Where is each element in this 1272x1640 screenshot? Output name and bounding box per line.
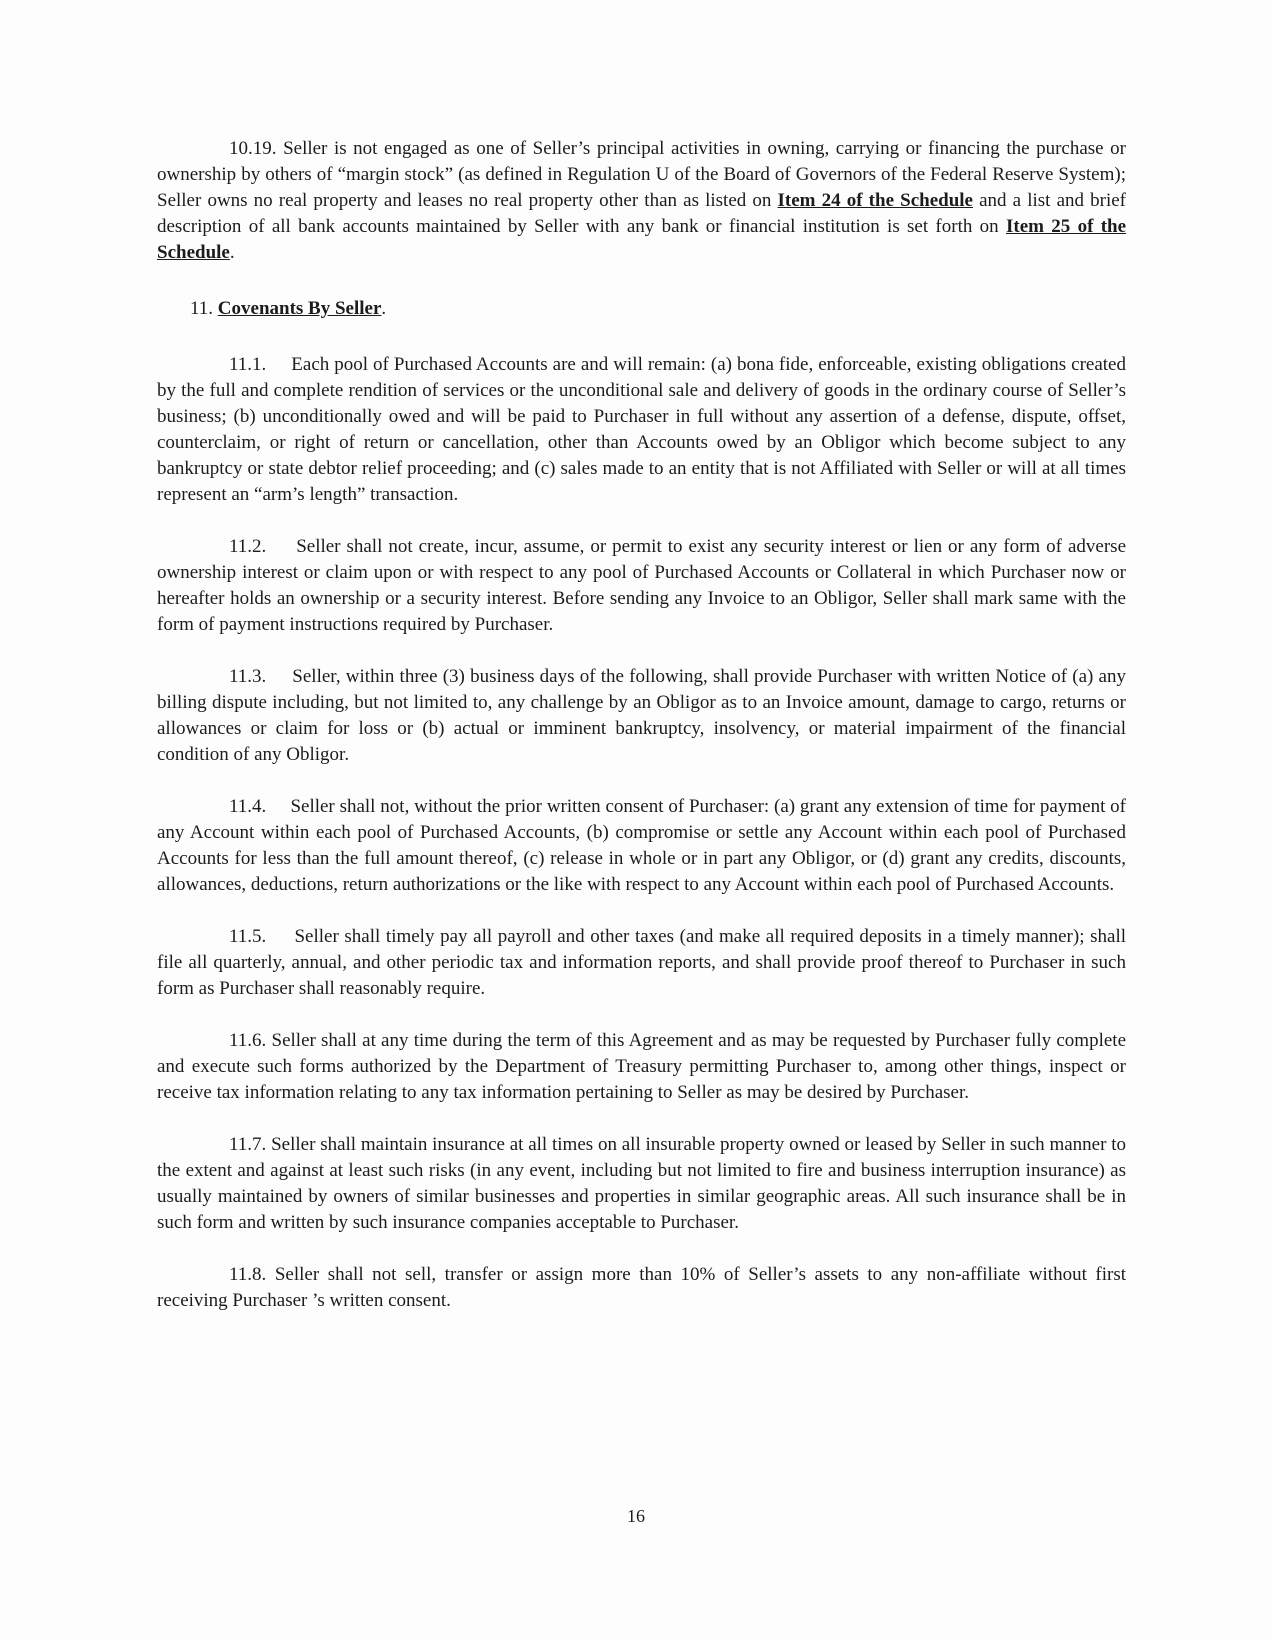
- section-number: 11.5.: [229, 926, 267, 947]
- section-number: 11.8.: [229, 1264, 267, 1285]
- section-title: Covenants By Seller: [217, 298, 382, 319]
- paragraph-text: Seller shall timely pay all payroll and other taxes (and make all required deposits in a timely manner); shall file all quarterly, annual, and other periodic tax and information reports, and shall provide proof thereof to Purchaser in such form as Purchaser shall reasonably require.: [157, 926, 1127, 999]
- paragraph-11-4: [157, 794, 1126, 898]
- section-number: 11.1.: [229, 354, 267, 375]
- paragraph-11-7: [157, 1132, 1126, 1236]
- paragraph-text: Seller shall at any time during the term of this Agreement and as may be requested by Purchaser fully complete and execute such forms authorized by the Department of Treasury permitting Purchaser to, among other things, inspect or receive tax information relating to any tax information pertaining to Seller as may be desired by Purchaser.: [157, 1030, 1127, 1103]
- schedule-item-25-reference: Item 25 of the Schedule: [157, 216, 1127, 263]
- section-title-suffix: .: [381, 298, 387, 319]
- section-number: 11.7.: [229, 1134, 267, 1155]
- paragraph-text: Seller shall maintain insurance at all times on all insurable property owned or leased by Seller in such manner to the extent and against at least such risks (in any event, including but not limited to fire and business interruption insurance) as usually maintained by owners of similar businesses and properties in similar geographic areas. All such insurance shall be in such form and written by such insurance companies acceptable to Purchaser.: [157, 1134, 1127, 1233]
- paragraph-11-5: [157, 924, 1126, 1002]
- paragraph-11-1: [157, 352, 1126, 508]
- paragraph-text: Seller, within three (3) business days of the following, shall provide Purchaser with written Notice of (a) any billing dispute including, but not limited to, any challenge by an Obligor as to an Invoice amount, damage to cargo, returns or allowances or claim for loss or (b) actual or imminent bankruptcy, insolvency, or material impairment of the financial condition of any Obligor.: [157, 666, 1126, 765]
- paragraph-10-19: [157, 136, 1126, 266]
- paragraph-text: Seller shall not create, incur, assume, or permit to exist any security interest or lien or any form of adverse ownership interest or claim upon or with respect to any pool of Purchased Accounts or Collateral in which Purchaser now or hereafter holds an ownership or a security interest. Before sending any Invoice to an Obligor, Seller shall mark same with the form of payment instructions required by Purchaser.: [157, 536, 1126, 635]
- paragraph-11-2: [157, 534, 1126, 638]
- section-number: 11.3.: [229, 666, 267, 687]
- paragraph-11-8: [157, 1262, 1126, 1314]
- paragraph-11-6: [157, 1028, 1126, 1106]
- paragraph-text: Each pool of Purchased Accounts are and will remain: (a) bona fide, enforceable, existing obligations created by the full and complete rendition of services or the unconditional sale and delivery of goods in the ordinary course of Seller’s business; (b) unconditionally owed and will be paid to Purchaser in full without any assertion of a defense, dispute, offset, counterclaim, or right of return or cancellation, other than Accounts owed by an Obligor which become subject to any bankruptcy or state debtor relief proceeding; and (c) sales made to an entity that is not Affiliated with Seller or will at all times represent an “arm’s length” transaction.: [157, 354, 1126, 505]
- section-number: 11.: [190, 298, 214, 319]
- section-number: 11.6.: [229, 1030, 267, 1051]
- paragraph-11-3: [157, 664, 1126, 768]
- document-body: [157, 136, 1126, 1340]
- page-number: 16: [627, 1506, 645, 1526]
- schedule-item-24-reference: Item 24 of the Schedule: [777, 190, 973, 211]
- paragraph-text: Seller is not engaged as one of Seller’s principal activities in owning, carrying or financing the purchase or ownership by others of “margin stock” (as defined in Regulation U of the Board of Governors of the Federal Reserve System); Seller owns no real property and leases no real property other than as listed on: [157, 138, 1127, 211]
- paragraph-text: Seller shall not sell, transfer or assign more than 10% of Seller’s assets to any non-affiliate without first receiving Purchaser ’s written consent.: [157, 1264, 1127, 1311]
- section-number: 10.19.: [229, 138, 277, 159]
- paragraph-text: .: [229, 242, 235, 263]
- paragraph-text: and a list and brief description of all bank accounts maintained by Seller with any bank or financial institution is set forth on: [157, 190, 1126, 237]
- section-11-heading: [157, 296, 1126, 322]
- section-number: 11.4.: [229, 796, 267, 817]
- paragraph-text: Seller shall not, without the prior written consent of Purchaser: (a) grant any extension of time for payment of any Account within each pool of Purchased Accounts, (b) compromise or settle any Account within each pool of Purchased Accounts for less than the full amount thereof, (c) release in whole or in part any Obligor, or (d) grant any credits, discounts, allowances, deductions, return authorizations or the like with respect to any Account within each pool of Purchased Accounts.: [157, 796, 1126, 895]
- section-number: 11.2.: [229, 536, 267, 557]
